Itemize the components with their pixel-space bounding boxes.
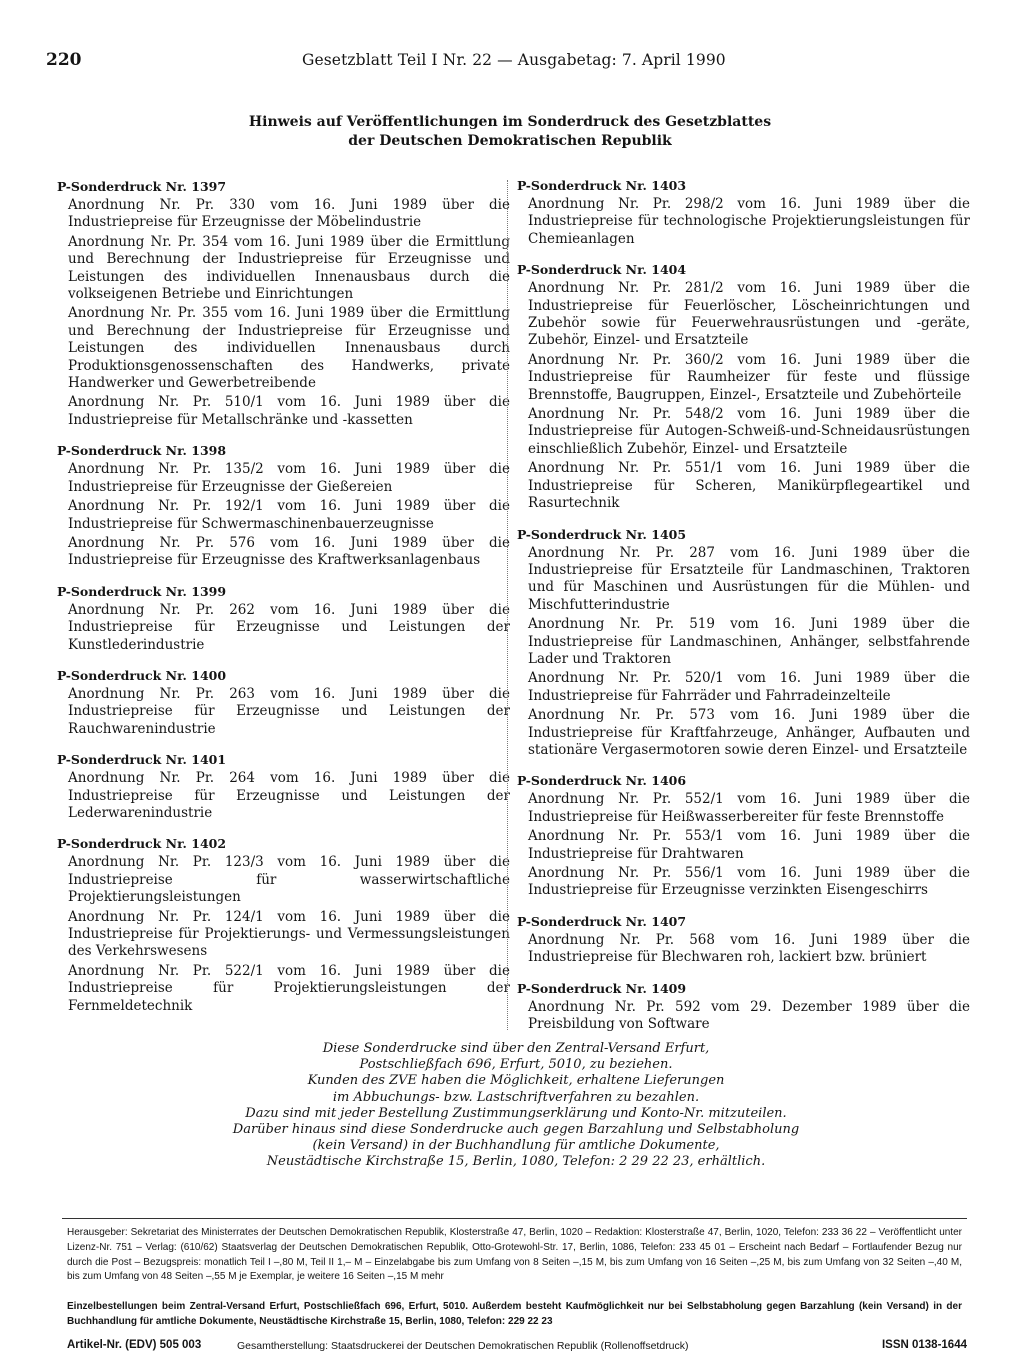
sonderdruck-section <box>510 261 970 512</box>
ordinance-entry: Anordnung Nr. Pr. 551/1 vom 16. Juni 1989 über die Industriepreise für Scheren, Manikürpflegeartikel und Rasurtechnik <box>528 460 970 512</box>
ordinance-entry: Anordnung Nr. Pr. 192/1 vom 16. Juni 1989 über die Industriepreise für Schwermaschinenbauerzeugnisse <box>68 498 510 532</box>
sonderdruck-title: P-Sonderdruck Nr. 1407 <box>517 913 687 929</box>
ordinance-entry: Anordnung Nr. Pr. 548/2 vom 16. Juni 1989 über die Industriepreise für Autogen-Schweiß-und-Schneidausrüstungen einschließlich Zubehör, Einzel- und Ersatzteile <box>528 406 970 457</box>
ordinance-entry: Anordnung Nr. Pr. 355 vom 16. Juni 1989 über die Ermittlung und Berechnung der Industriepreise für Erzeugnisse und Leistungen des individuellen Innenausbaus durch Produktionsgenossenschaften des Handwerks, private Handwerker und Gewerbetreibende <box>68 305 510 392</box>
ordinance-entry: Anordnung Nr. Pr. 520/1 vom 16. Juni 1989 über die Industriepreise für Fahrräder und Fahrradeinzelteile <box>528 670 970 704</box>
sonderdruck-section <box>50 751 510 822</box>
ordinance-entry: Anordnung Nr. Pr. 522/1 vom 16. Juni 1989 über die Industriepreise für Projektierungsleistungen der Fernmeldetechnik <box>68 962 510 1014</box>
ordinance-entry: Anordnung Nr. Pr. 124/1 vom 16. Juni 1989 über die Industriepreise für Projektierungs- und Vermessungsleistungen des Verkehrswesens <box>68 908 510 960</box>
page-number: 220 <box>46 50 82 70</box>
order-info: Einzelbestellungen beim Zentral-Versand Erfurt, Postschließfach 696, Erfurt, 5010. Außerdem besteht Kaufmöglichkeit nur bei Selbstabholung gegen Barzahlung (kein Versand) in der Buchhandlung für amtliche Dokumente, Neustädtische Kirchstraße 15, Berlin, 1080, Telefon: 229 22 23 <box>67 1301 962 1327</box>
ordinance-entry: Anordnung Nr. Pr. 553/1 vom 16. Juni 1989 über die Industriepreise für Drahtwaren <box>528 828 970 862</box>
sonderdruck-title: P-Sonderdruck Nr. 1401 <box>57 752 227 768</box>
ordinance-entry: Anordnung Nr. Pr. 354 vom 16. Juni 1989 über die Ermittlung und Berechnung der Industriepreise für Erzeugnisse und Leistungen des individuellen Innenausbaus durch die volkseigenen Betriebe und Einrichtungen <box>68 233 510 303</box>
ordinance-entry: Anordnung Nr. Pr. 556/1 vom 16. Juni 1989 über die Industriepreise für Erzeugnisse verzinkten Eisengeschirrs <box>528 865 970 899</box>
ordinance-entry: Anordnung Nr. Pr. 510/1 vom 16. Juni 1989 über die Industriepreise für Metallschränke und -kassetten <box>68 394 510 428</box>
sonderdruck-section <box>510 772 970 899</box>
ordinance-entry: Anordnung Nr. Pr. 262 vom 16. Juni 1989 über die Industriepreise für Erzeugnisse und Leistungen der Kunstlederindustrie <box>68 601 510 653</box>
ordinance-entry: Anordnung Nr. Pr. 263 vom 16. Juni 1989 über die Industriepreise für Erzeugnisse und Leistungen der Rauchwarenindustrie <box>68 685 510 737</box>
ordinance-entry: Anordnung Nr. Pr. 281/2 vom 16. Juni 1989 über die Industriepreise für Feuerlöscher, Löscheinrichtungen und Zubehör sowie für Feuerwehrausrüstungen und -geräte, Zubehör, Einzel- und Ersatzteile <box>528 280 970 349</box>
notice-line: Darüber hinaus sind diese Sonderdrucke auch gegen Barzahlung und Selbstabholung <box>232 1122 800 1138</box>
ordinance-entry: Anordnung Nr. Pr. 573 vom 16. Juni 1989 über die Industriepreise für Kraftfahrzeuge, Anhänger, Aufbauten und stationäre Vergasermotoren sowie deren Einzel- und Ersatzteile <box>528 707 970 758</box>
ordinance-entry: Anordnung Nr. Pr. 287 vom 16. Juni 1989 über die Industriepreise für Ersatzteile für Landmaschinen, Traktoren und für Maschinen und Ausrüstungen für die Mühlen- und Mischfutterindustrie <box>528 544 970 613</box>
printer-info: Gesamtherstellung: Staatsdruckerei der Deutschen Demokratischen Republik (Rollenoffsetdruck) <box>237 1340 689 1352</box>
sonderdruck-section <box>50 442 510 569</box>
sonderdruck-section <box>50 835 510 1015</box>
ordinance-entry: Anordnung Nr. Pr. 298/2 vom 16. Juni 1989 über die Industriepreise für technologische Projektierungsleistungen für Chemieanlagen <box>528 196 970 247</box>
sonderdruck-section <box>510 980 970 1034</box>
sonderdruck-title: P-Sonderdruck Nr. 1405 <box>517 526 687 542</box>
ordinance-entry: Anordnung Nr. Pr. 576 vom 16. Juni 1989 über die Industriepreise für Erzeugnisse des Kraftwerksanlagenbaus <box>68 534 510 569</box>
notice-line: Kunden des ZVE haben die Möglichkeit, erhaltene Lieferungen <box>307 1073 725 1089</box>
sonderdruck-title: P-Sonderdruck Nr. 1409 <box>517 980 687 996</box>
ordinance-entry: Anordnung Nr. Pr. 360/2 vom 16. Juni 1989 über die Industriepreise für Raumheizer für feste und flüssige Brennstoffe, Baugruppen, Einzel-, Ersatzteile und Zubehörteile <box>528 351 970 403</box>
publication-title: Gesetzblatt Teil I Nr. 22 — Ausgabetag: 7. April 1990 <box>302 51 726 69</box>
sonderdruck-title: P-Sonderdruck Nr. 1404 <box>517 262 687 278</box>
notice-line: Diese Sonderdrucke sind über den Zentral-Versand Erfurt, <box>322 1041 710 1056</box>
distribution-notice <box>196 1041 836 1171</box>
footer-bottom-line <box>67 1339 967 1355</box>
sonderdruck-section <box>50 583 510 654</box>
imprint: Herausgeber: Sekretariat des Ministerrates der Deutschen Demokratischen Republik, Klosterstraße 47, Berlin, 1020 – Redaktion: Klosterstraße 47, Berlin, 1020, Telefon: 233 36 22 – Veröffentlicht unter Lizenz-Nr. 751 – Verlag: (610/62) Staatsverlag der Deutschen Demokratischen Republik, Otto-Grotewohl-Str. 17, Berlin, 1086, Telefon: 233 45 01 – Erscheint nach Bedarf – Fortlaufender Bezug nur durch die Post – Bezugspreis: monatlich Teil I –,80 M, Teil II 1,– M – Einzelabgabe bis zum Umfang von 8 Seiten –,15 M, bis zum Umfang von 16 Seiten –,25 M, bis zum Umfang von 32 Seiten –,40 M, bis zum Umfang von 48 Seiten –,55 M je Exemplar, je weitere 16 Seiten –,15 M mehr <box>67 1227 962 1283</box>
sonderdruck-title: P-Sonderdruck Nr. 1398 <box>57 443 227 459</box>
left-column <box>50 178 510 1028</box>
heading-line: Hinweis auf Veröffentlichungen im Sonderdruck des Gesetzblattes <box>248 114 772 130</box>
sonderdruck-section <box>50 667 510 738</box>
ordinance-entry: Anordnung Nr. Pr. 519 vom 16. Juni 1989 über die Industriepreise für Landmaschinen, Anhänger, selbstfahrende Lader und Traktoren <box>528 616 970 667</box>
article-number: Artikel-Nr. (EDV) 505 003 <box>67 1339 202 1351</box>
ordinance-entry: Anordnung Nr. Pr. 568 vom 16. Juni 1989 über die Industriepreise für Blechwaren roh, lackiert bzw. brüniert <box>528 931 970 966</box>
sonderdruck-title: P-Sonderdruck Nr. 1406 <box>517 773 687 789</box>
notice-line: Neustädtische Kirchstraße 15, Berlin, 1080, Telefon: 2 29 22 23, erhältlich. <box>266 1154 766 1170</box>
notice-line: (kein Versand) in der Buchhandlung für amtliche Dokumente, <box>312 1138 720 1154</box>
sonderdruck-section <box>510 913 970 967</box>
sonderdruck-section <box>510 526 970 760</box>
issn: ISSN 0138-1644 <box>881 1339 967 1351</box>
sonderdruck-title: P-Sonderdruck Nr. 1402 <box>57 836 227 852</box>
ordinance-entry: Anordnung Nr. Pr. 330 vom 16. Juni 1989 über die Industriepreise für Erzeugnisse der Möbelindustrie <box>68 197 510 231</box>
notice-line: Postschließfach 696, Erfurt, 5010, zu beziehen. <box>359 1057 673 1073</box>
notice-line: im Abbuchungs- bzw. Lastschriftverfahren zu bezahlen. <box>332 1089 700 1105</box>
sonderdruck-title: P-Sonderdruck Nr. 1399 <box>57 583 227 599</box>
page-header <box>46 50 976 72</box>
ordinance-entry: Anordnung Nr. Pr. 123/3 vom 16. Juni 1989 über die Industriepreise für wasserwirtschaftliche Projektierungsleistungen <box>68 854 510 906</box>
notice-heading <box>180 113 840 151</box>
footer-divider <box>62 1218 967 1219</box>
ordinance-entry: Anordnung Nr. Pr. 592 vom 29. Dezember 1989 über die Preisbildung von Software <box>528 998 970 1033</box>
column-divider <box>507 180 508 1030</box>
heading-line: der Deutschen Demokratischen Republik <box>348 133 672 149</box>
sonderdruck-title: P-Sonderdruck Nr. 1403 <box>517 178 687 193</box>
right-column <box>510 177 970 1046</box>
sonderdruck-title: P-Sonderdruck Nr. 1400 <box>57 667 227 683</box>
sonderdruck-section <box>510 177 970 248</box>
ordinance-entry: Anordnung Nr. Pr. 135/2 vom 16. Juni 1989 über die Industriepreise für Erzeugnisse der Gießereien <box>68 461 510 495</box>
notice-line: Dazu sind mit jeder Bestellung Zustimmungserklärung und Konto-Nr. mitzuteilen. <box>245 1105 787 1121</box>
ordinance-entry: Anordnung Nr. Pr. 552/1 vom 16. Juni 1989 über die Industriepreise für Heißwasserbereiter für feste Brennstoffe <box>528 791 970 825</box>
sonderdruck-title: P-Sonderdruck Nr. 1397 <box>57 179 227 194</box>
sonderdruck-section <box>50 178 510 429</box>
ordinance-entry: Anordnung Nr. Pr. 264 vom 16. Juni 1989 über die Industriepreise für Erzeugnisse und Leistungen der Lederwarenindustrie <box>68 770 510 821</box>
